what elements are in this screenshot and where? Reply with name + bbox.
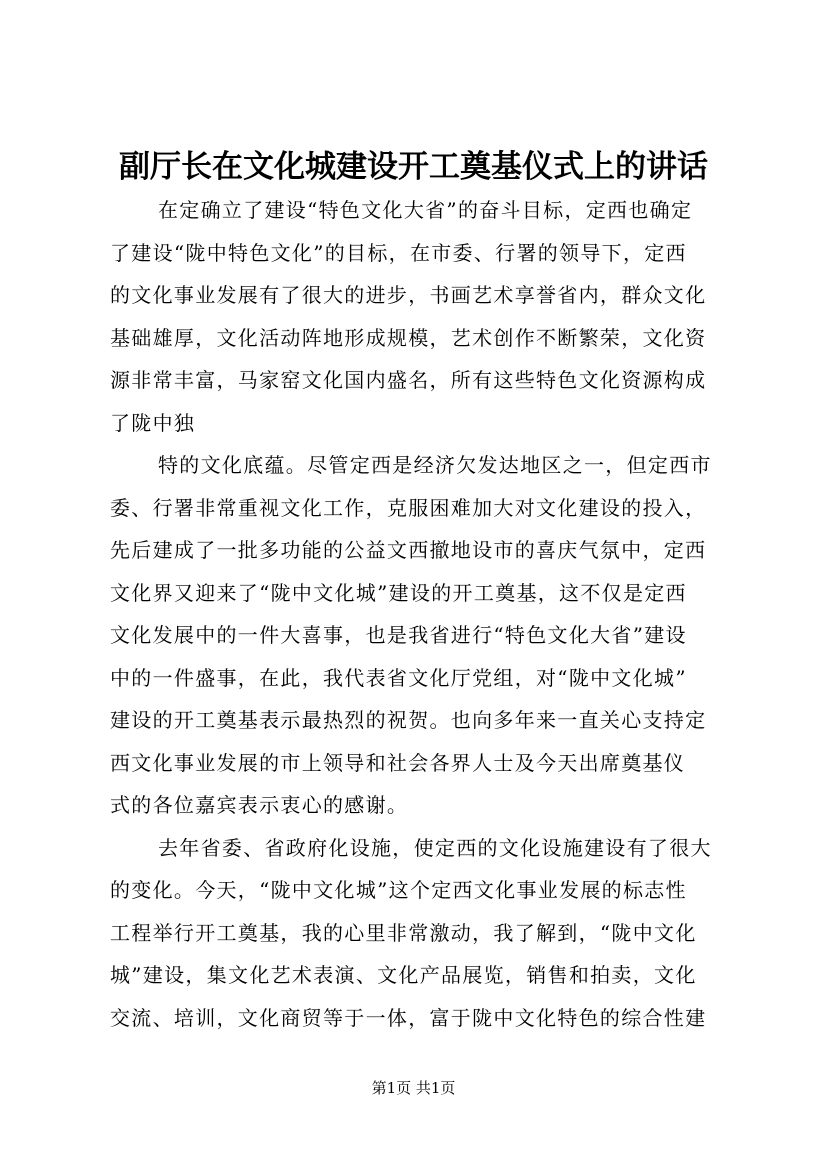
body-line-4: 基础雄厚，文化活动阵地形成规模，艺术创作不断繁荣，文化资	[110, 325, 707, 350]
document-title: 副厅长在文化城建设开工奠基仪式上的讲话	[119, 149, 708, 185]
body-line-17: 的变化。今天，“陇中文化城”这个定西文化事业发展的标志性	[110, 878, 687, 902]
body-line-15: 式的各位嘉宾表示衷心的感谢。	[110, 793, 409, 817]
body-line-19: 城”建设，集文化艺术表演、文化产品展览，销售和拍卖，文化	[110, 963, 697, 987]
body-line-9: 先后建成了一批多功能的公益文西撤地设市的喜庆气氛中，定西	[110, 538, 707, 562]
document-body	[110, 189, 730, 1039]
body-line-11: 文化发展中的一件大喜事，也是我省进行“特色文化大省”建设	[110, 623, 687, 647]
body-line-7: 特的文化底蕴。尽管定西是经济欠发达地区之一，但定西市	[158, 453, 712, 477]
body-line-8: 委、行署非常重视文化工作，克服困难加大对文化建设的投入，	[110, 495, 707, 520]
body-line-20: 交流、培训，文化商贸等于一体，富于陇中文化特色的综合性建	[110, 1005, 707, 1030]
body-line-2: 了建设“陇中特色文化”的目标，在市委、行署的领导下，定西	[110, 240, 687, 265]
body-line-5: 源非常丰富，马家窑文化国内盛名，所有这些特色文化资源构成	[110, 368, 707, 392]
body-line-6: 了陇中独	[110, 410, 196, 435]
body-line-18: 工程举行开工奠基，我的心里非常激动，我了解到，“陇中文化	[110, 920, 697, 945]
body-line-14: 西文化事业发展的市上领导和社会各界人士及今天出席奠基仪	[110, 750, 686, 775]
page-footer: 第1页 共1页	[371, 1079, 456, 1097]
body-line-12: 中的一件盛事，在此，我代表省文化厅党组，对“陇中文化城”	[110, 665, 687, 690]
body-line-10: 文化界又迎来了“陇中文化城”建设的开工奠基，这不仅是定西	[110, 580, 687, 605]
body-line-13: 建设的开工奠基表示最热烈的祝贺。也向多年来一直关心支持定	[110, 708, 707, 732]
body-line-16: 去年省委、省政府化设施，使定西的文化设施建设有了很大	[158, 835, 712, 860]
body-line-1: 在定确立了建设“特色文化大省”的奋斗目标，定西也确定	[158, 198, 693, 222]
body-line-3: 的文化事业发展有了很大的进步，书画艺术享誉省内，群众文化	[110, 283, 707, 307]
